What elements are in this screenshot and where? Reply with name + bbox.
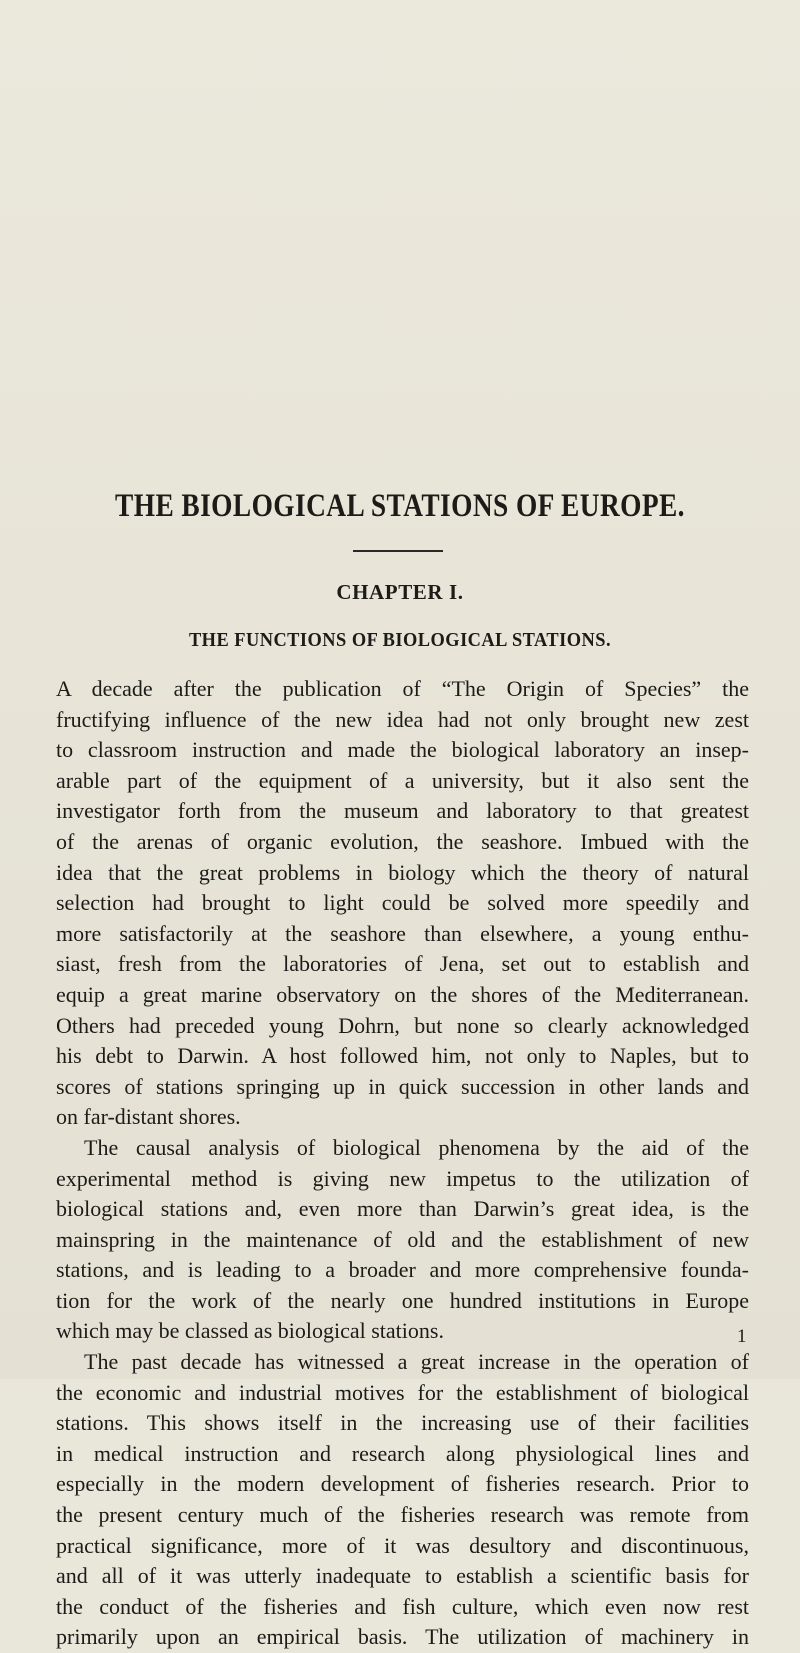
text-line: and all of it was utterly inadequate to establish a scientific basis for [56, 1563, 749, 1589]
text-line: the present century much of the fisheries research was remote from [56, 1502, 749, 1528]
text-line: siast, fresh from the laboratories of Jena, set out to establish and [56, 951, 749, 977]
text-line: especially in the modern development of fisheries research. Prior to [56, 1471, 749, 1497]
chapter-heading: CHAPTER I. [336, 580, 464, 604]
text-line: tion for the work of the nearly one hundred institutions in Europe [56, 1287, 749, 1313]
title-rule [353, 550, 443, 552]
text-line: to classroom instruction and made the biological laboratory an insep- [56, 737, 749, 763]
text-line: arable part of the equipment of a university, but it also sent the [56, 767, 749, 793]
text-line: in medical instruction and research along physiological lines and [56, 1440, 749, 1466]
text-line: which may be classed as biological stations. [56, 1318, 444, 1344]
text-line: the economic and industrial motives for the establishment of biological [56, 1379, 749, 1405]
text-line: idea that the great problems in biology which the theory of natural [56, 859, 749, 885]
body-text [56, 674, 749, 1653]
text-line: more satisfactorily at the seashore than elsewhere, a young enthu- [56, 920, 749, 946]
text-line: The causal analysis of biological phenomena by the aid of the [84, 1134, 749, 1160]
text-line: selection had brought to light could be solved more speedily and [56, 890, 749, 916]
text-line: practical significance, more of it was desultory and discontinuous, [56, 1532, 749, 1558]
text-line: his debt to Darwin. A host followed him, not only to Naples, but to [56, 1043, 749, 1069]
text-line: primarily upon an empirical basis. The utilization of machinery in [56, 1624, 749, 1650]
text-line: equip a great marine observatory on the shores of the Mediterranean. [56, 981, 749, 1007]
page-number: 1 [737, 1326, 747, 1347]
text-line: The past decade has witnessed a great increase in the operation of [84, 1349, 749, 1375]
text-line: fructifying influence of the new idea had not only brought new zest [56, 706, 749, 732]
text-line: of the arenas of organic evolution, the seashore. Imbued with the [56, 828, 749, 854]
text-line: stations, and is leading to a broader and more comprehensive founda- [56, 1257, 749, 1283]
text-line: biological stations and, even more than Darwin’s great idea, is the [56, 1196, 749, 1222]
section-title: THE FUNCTIONS OF BIOLOGICAL STATIONS. [188, 629, 612, 651]
text-line: investigator forth from the museum and laboratory to that greatest [56, 798, 749, 824]
text-line: mainspring in the maintenance of old and the establishment of new [56, 1226, 749, 1252]
text-line: Others had preceded young Dohrn, but none so clearly acknowledged [56, 1012, 749, 1038]
text-line: experimental method is giving new impetus to the utilization of [56, 1165, 749, 1191]
text-line: on far-distant shores. [56, 1104, 241, 1130]
text-line: the conduct of the fisheries and fish culture, which even now rest [56, 1593, 749, 1619]
book-title: THE BIOLOGICAL STATIONS OF EUROPE. [115, 488, 685, 524]
text-line: A decade after the publication of “The Origin of Species” the [56, 676, 749, 701]
text-line: stations. This shows itself in the increasing use of their facilities [56, 1410, 749, 1436]
text-line: scores of stations springing up in quick succession in other lands and [56, 1073, 749, 1099]
